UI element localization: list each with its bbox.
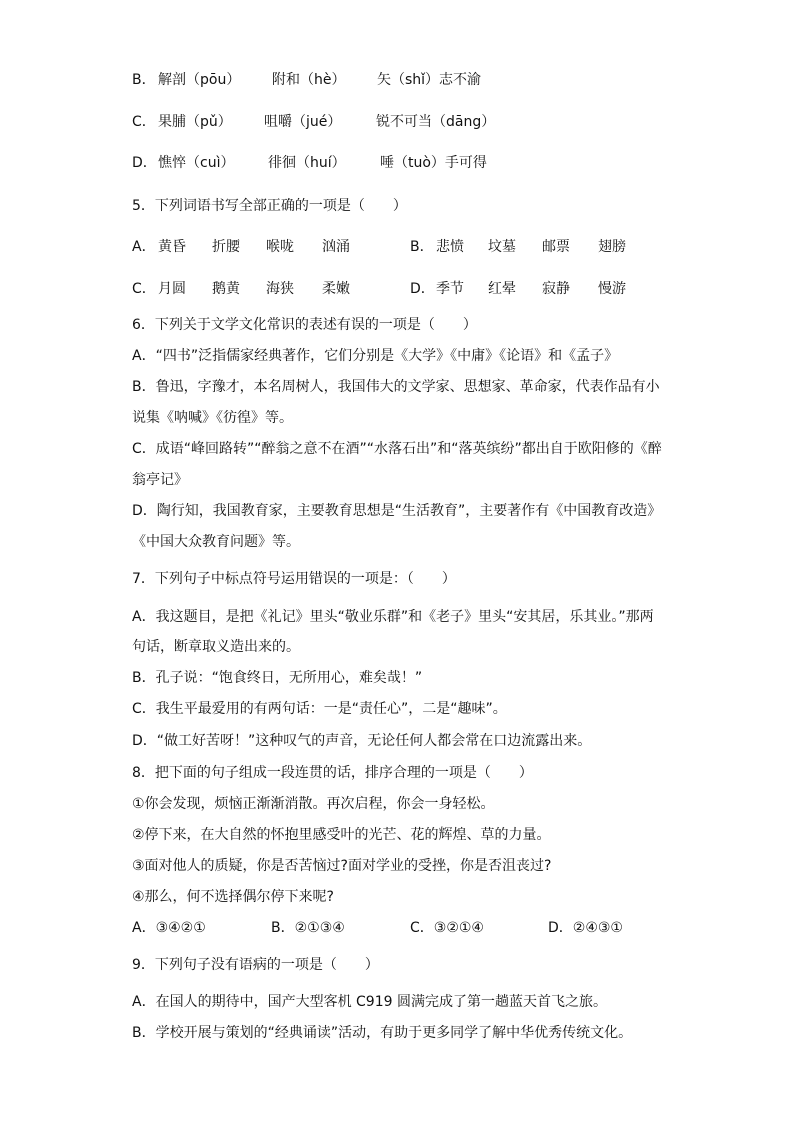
- q7-option-b: B．孔子说：“饱食终日，无所用心，难矣哉！”: [132, 670, 423, 686]
- option-label: C．: [132, 281, 156, 297]
- option-word-1: 解剖（pōu）: [158, 72, 241, 88]
- option-word-3: 唾（tuò）手可得: [380, 155, 487, 171]
- option-word-2: 附和（hè）: [272, 72, 346, 88]
- q7-option-c: C．我生平最爱用的有两句话：一是“责任心”，二是“趣味”。: [132, 701, 507, 717]
- q7-option-d: D．“做工好苦呀！”这种叹气的声音，无论任何人都会常在口边流露出来。: [132, 733, 592, 749]
- option-word: 海狭: [266, 281, 294, 297]
- option-word: 折腰: [212, 239, 240, 255]
- q8-option-b: B．②①③④: [271, 920, 345, 936]
- option-label: C．: [132, 114, 156, 130]
- option-word-3: 锐不可当（dāng）: [376, 114, 496, 130]
- option-word-3: 矢（shǐ）志不渝: [377, 72, 482, 88]
- q8-stem: 8．把下面的句子组成一段连贯的话，排序合理的一项是（ ）: [132, 765, 533, 781]
- option-label: A．: [132, 239, 156, 255]
- q9-stem: 9．下列句子没有语病的一项是（ ）: [132, 957, 379, 973]
- option-word: 黄昏: [158, 239, 186, 255]
- option-word: 坟墓: [488, 239, 516, 255]
- q5-stem: 5．下列词语书写全部正确的一项是（ ）: [132, 198, 407, 214]
- option-label: D．: [410, 281, 435, 297]
- option-word: 寂静: [542, 281, 570, 297]
- option-word: 柔嫩: [322, 281, 350, 297]
- q8-option-c: C．③②①④: [410, 920, 484, 936]
- q7-option-a-line1: A．我这题目，是把《礼记》里头“敬业乐群”和《老子》里头“安其居，乐其业。”那两: [132, 609, 654, 625]
- q6-stem: 6．下列关于文学文化常识的表述有误的一项是（ ）: [132, 317, 477, 333]
- option-word-2: 徘徊（huí）: [268, 155, 346, 171]
- q9-option-a: A．在国人的期待中，国产大型客机 C919 圆满完成了第一趟蓝天首飞之旅。: [132, 994, 607, 1010]
- q6-option-c-line2: 翁亭记》: [132, 472, 188, 488]
- q8-sentence-1: ①你会发现，烦恼正渐渐消散。再次启程，你会一身轻松。: [132, 796, 495, 812]
- option-word: 邮票: [542, 239, 570, 255]
- option-word-1: 憔悴（cuì）: [158, 155, 235, 171]
- option-word-2: 咀嚼（jué）: [264, 114, 342, 130]
- option-label: D．: [132, 155, 157, 171]
- option-word: 鹅黄: [212, 281, 240, 297]
- option-word: 汹涌: [322, 239, 350, 255]
- option-word: 红晕: [488, 281, 516, 297]
- q6-option-d-line2: 《中国大众教育问题》等。: [132, 534, 300, 550]
- q7-option-a-line2: 句话，断章取义造出来的。: [132, 639, 300, 655]
- option-word: 翅膀: [598, 239, 626, 255]
- option-word: 慢游: [598, 281, 626, 297]
- option-label: B．: [410, 239, 434, 255]
- q9-option-b: B．学校开展与策划的“经典诵读”活动，有助于更多同学了解中华优秀传统文化。: [132, 1025, 633, 1041]
- q6-option-b-line2: 说集《呐喊》《彷徨》等。: [132, 410, 293, 426]
- q6-option-a: A．“四书”泛指儒家经典著作，它们分别是《大学》《中庸》《论语》和《孟子》: [132, 348, 619, 364]
- q8-sentence-4: ④那么，何不选择偶尔停下来呢?: [132, 889, 334, 905]
- q6-option-b-line1: B．鲁迅，字豫才，本名周树人，我国伟大的文学家、思想家、革命家，代表作品有小: [132, 379, 660, 395]
- q8-option-d: D．②④③①: [548, 920, 623, 936]
- q6-option-d-line1: D．陶行知，我国教育家，主要教育思想是“生活教育”，主要著作有《中国教育改造》: [132, 503, 662, 519]
- option-label: B．: [132, 72, 156, 88]
- option-word: 喉咙: [266, 239, 294, 255]
- option-word: 月圆: [158, 281, 186, 297]
- q8-sentence-2: ②停下来，在大自然的怀抱里感受叶的光芒、花的辉煌、草的力量。: [132, 827, 551, 843]
- option-word: 季节: [436, 281, 464, 297]
- q8-option-a: A．③④②①: [132, 920, 206, 936]
- option-word: 悲愤: [436, 239, 464, 255]
- option-word-1: 果脯（pǔ）: [158, 114, 232, 130]
- q6-option-c-line1: C．成语“峰回路转”“醉翁之意不在酒”“水落石出”和“落英缤纷”都出自于欧阳修的《醉: [132, 441, 662, 457]
- q7-stem: 7．下列句子中标点符号运用错误的一项是：（ ）: [132, 571, 456, 587]
- q8-sentence-3: ③面对他人的质疑，你是否苦恼过?面对学业的受挫，你是否沮丧过?: [132, 858, 552, 874]
